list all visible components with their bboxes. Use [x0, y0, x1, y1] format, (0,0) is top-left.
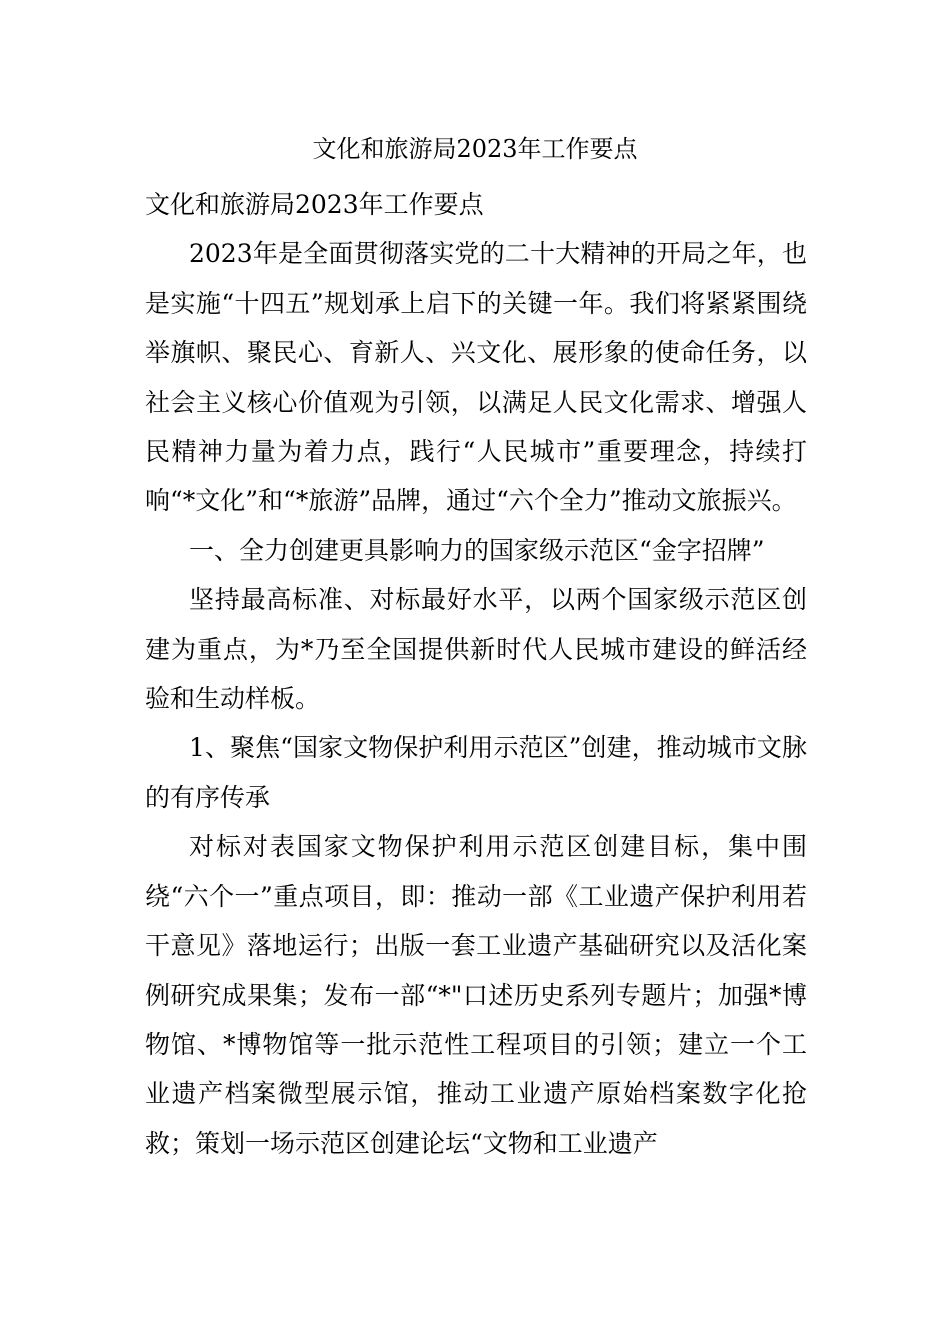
paragraph-subsection-1: 对标对表国家文物保护利用示范区创建目标，集中围绕“六个一”重点项目，即：推动一部《工业遗产保护利用若干意见》落地运行；出版一套工业遗产基础研究以及活化案例研究成果集；发布一部“*"口述历史系列专题片；加强*博物馆、*博物馆等一批示范性工程项目的引领；建立一个工业遗产档案微型展示馆，推动工业遗产原始档案数字化抢救；策划一场示范区创建论坛“文物和工业遗产 — [145, 832, 807, 1158]
document-subtitle: 文化和旅游局2023年工作要点 — [145, 190, 484, 219]
section-heading-1: 一、全力创建更具影响力的国家级示范区“金字招牌” — [189, 535, 765, 565]
paragraph-intro: 2023年是全面贯彻落实党的二十大精神的开局之年，也是实施“十四五”规划承上启下的关键一年。我们将紧紧围绕举旗帜、聚民心、育新人、兴文化、展形象的使命任务，以社会主义核心价值观为引领，以满足人民文化需求、增强人民精神力量为着力点，践行“人民城市”重要理念，持续打响“*文化”和“*旅游”品牌，通过“六个全力”推动文旅振兴。 — [145, 239, 807, 516]
document-title: 文化和旅游局2023年工作要点 — [312, 135, 638, 163]
paragraph-section-1: 坚持最高标准、对标最好水平，以两个国家级示范区创建为重点，为*乃至全国提供新时代人民城市建设的鲜活经验和生动样板。 — [145, 585, 807, 714]
subsection-heading-1: 1、聚焦“国家文物保护利用示范区”创建，推动城市文脉的有序传承 — [145, 733, 807, 812]
document-body — [145, 180, 807, 1168]
